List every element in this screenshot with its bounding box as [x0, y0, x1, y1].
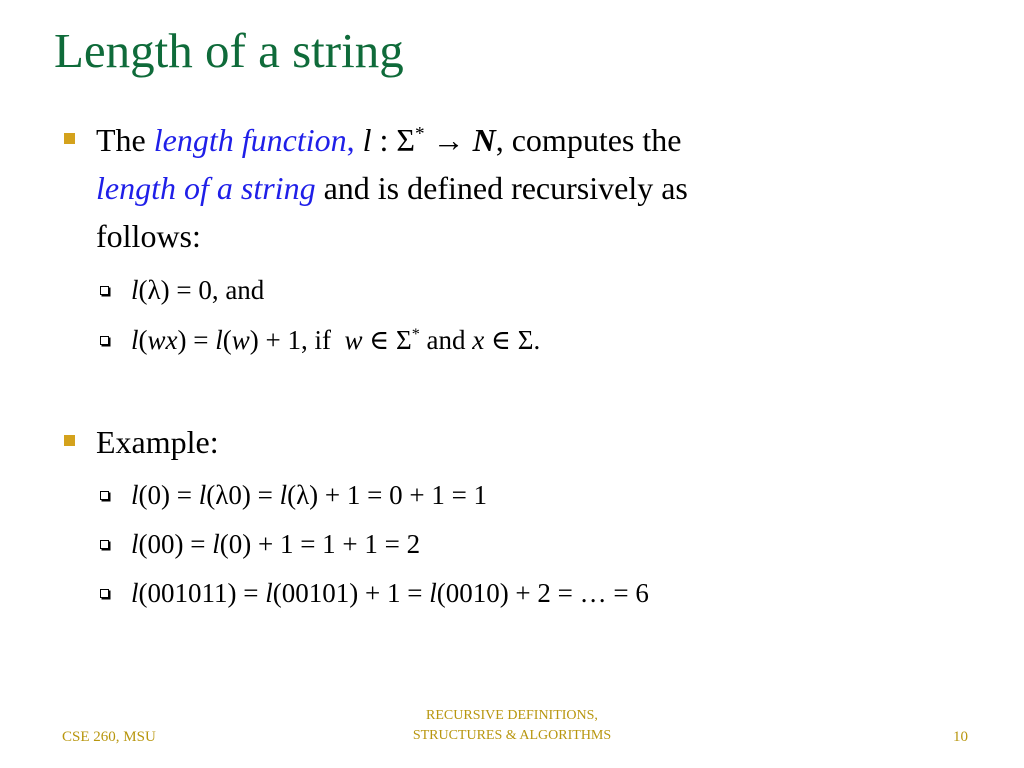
function-symbol: l: [265, 578, 273, 608]
bullet-text-rest: follows:: [96, 218, 201, 254]
sub-bullet-base-case: [131, 270, 911, 310]
example-line: [131, 524, 911, 564]
hollow-square-bullet-icon: [100, 589, 109, 598]
comma: ,: [346, 122, 355, 158]
bullet-text: Example:: [96, 424, 219, 460]
sigma-symbol: Σ: [396, 122, 416, 158]
example-line: [131, 475, 911, 515]
variable-w: w: [344, 325, 363, 355]
term-length-function: length function: [153, 122, 347, 158]
function-symbol: l: [362, 122, 372, 158]
variable-x: x: [472, 325, 485, 355]
function-symbol: l: [429, 578, 437, 608]
bullet-text-rest: , computes the: [495, 122, 682, 158]
footer-chapter-line1: RECURSIVE DEFINITIONS,: [426, 708, 598, 723]
footer-chapter: [362, 706, 662, 746]
formula-text: (00101) + 1 =: [272, 578, 430, 608]
page-number: 10: [953, 729, 968, 745]
formula-text: (0010) + 2 = … = 6: [436, 578, 649, 608]
square-bullet-icon: [64, 133, 75, 144]
variable-wx: wx: [147, 325, 178, 355]
formula-text: ∈ Σ: [362, 325, 412, 355]
formula-text: (0) =: [138, 480, 199, 510]
footer-course: CSE 260, MSU: [62, 729, 156, 745]
formula-text: (λ) + 1 = 0 + 1 = 1: [287, 480, 488, 510]
function-symbol: l: [131, 578, 139, 608]
function-symbol: l: [131, 529, 139, 559]
function-symbol: l: [279, 480, 288, 510]
formula-text: (0) + 1 = 1 + 1 = 2: [219, 529, 421, 559]
hollow-square-bullet-icon: [100, 286, 109, 295]
bullet-example: [96, 418, 916, 466]
formula-text: ∈ Σ.: [484, 325, 541, 355]
formula-text: (: [138, 325, 148, 355]
formula-text: (: [222, 325, 232, 355]
function-symbol: l: [198, 480, 207, 510]
formula-text: and: [419, 325, 473, 355]
formula-text: (λ) = 0, and: [138, 275, 265, 305]
bullet-text: The: [96, 122, 154, 158]
variable-w: w: [231, 325, 250, 355]
hollow-square-bullet-icon: [100, 540, 109, 549]
formula-text: (λ0) =: [206, 480, 280, 510]
bullet-length-function: [96, 116, 916, 260]
kleene-star: *: [415, 123, 425, 145]
formula-text: (001011) =: [138, 578, 266, 608]
bullet-text-rest: and is defined recursively as: [315, 170, 688, 206]
example-line: [131, 573, 911, 613]
formula-text: ) =: [177, 325, 216, 355]
footer-chapter-line2: STRUCTURES & ALGORITHMS: [412, 728, 612, 743]
colon: :: [371, 122, 397, 158]
function-symbol: l: [212, 529, 220, 559]
hollow-square-bullet-icon: [100, 336, 109, 345]
square-bullet-icon: [64, 435, 75, 446]
sub-bullet-recursive-case: [131, 320, 911, 360]
slide-title: Length of a string: [54, 23, 404, 78]
function-symbol: l: [131, 480, 139, 510]
codomain-symbol: N: [472, 122, 496, 158]
hollow-square-bullet-icon: [100, 491, 109, 500]
term-length-of-string: length of a string: [96, 170, 316, 206]
formula-text: ) + 1, if: [249, 325, 338, 355]
kleene-star: *: [411, 325, 420, 343]
function-symbol: l: [131, 325, 139, 355]
arrow-symbol: →: [424, 122, 473, 158]
function-symbol: l: [131, 275, 139, 305]
function-symbol: l: [215, 325, 223, 355]
formula-text: (00) =: [138, 529, 213, 559]
